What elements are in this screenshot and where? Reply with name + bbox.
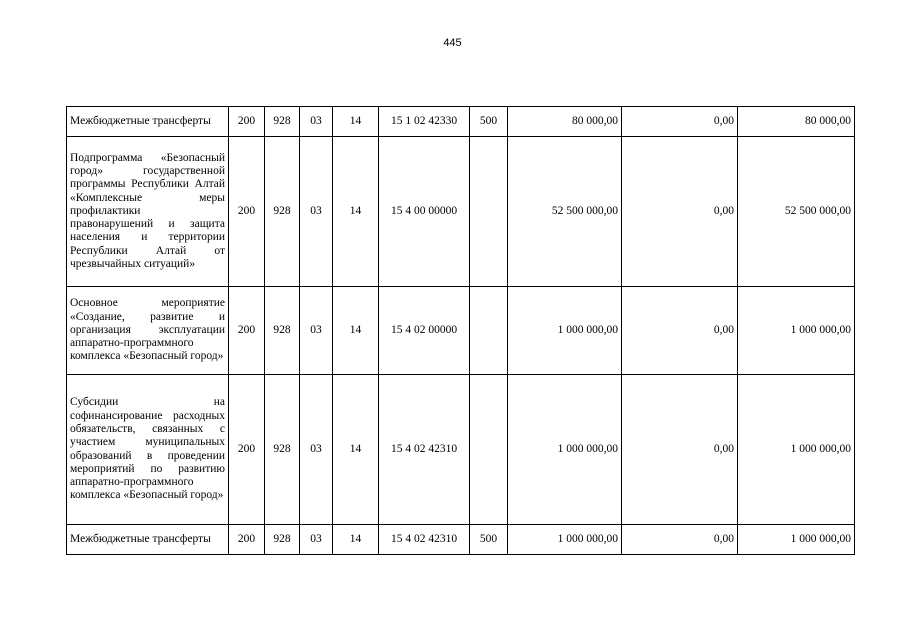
- row-target-article: 15 1 02 42330: [379, 107, 470, 137]
- row-expense-type: 500: [470, 525, 508, 555]
- row-code-1: 200: [229, 107, 265, 137]
- row-amount-2: 0,00: [622, 107, 738, 137]
- row-expense-type: [470, 375, 508, 525]
- row-code-2: 928: [265, 107, 300, 137]
- row-code-1: 200: [229, 137, 265, 287]
- row-code-2: 928: [265, 375, 300, 525]
- row-name: Субсидии на софинансирование расходных обязательств, связанных с участием муниципальных образований в проведении мероприятий по развитию аппаратно-программного комплекса «Безопасный город»: [67, 375, 229, 525]
- table-row: [67, 107, 855, 137]
- row-amount-2: 0,00: [622, 287, 738, 375]
- row-code-2: 928: [265, 525, 300, 555]
- row-code-3: 03: [300, 107, 333, 137]
- table-row: [67, 375, 855, 525]
- row-code-1: 200: [229, 375, 265, 525]
- row-target-article: 15 4 02 00000: [379, 287, 470, 375]
- row-name: Межбюджетные трансферты: [67, 525, 229, 555]
- row-amount-1: 1 000 000,00: [508, 525, 622, 555]
- row-name: Межбюджетные трансферты: [67, 107, 229, 137]
- row-expense-type: [470, 287, 508, 375]
- row-target-article: 15 4 00 00000: [379, 137, 470, 287]
- row-code-4: 14: [333, 525, 379, 555]
- row-amount-3: 1 000 000,00: [738, 287, 855, 375]
- row-amount-3: 80 000,00: [738, 107, 855, 137]
- row-amount-3: 52 500 000,00: [738, 137, 855, 287]
- row-code-1: 200: [229, 525, 265, 555]
- row-code-3: 03: [300, 525, 333, 555]
- row-amount-1: 80 000,00: [508, 107, 622, 137]
- row-code-1: 200: [229, 287, 265, 375]
- row-code-3: 03: [300, 137, 333, 287]
- table-row: [67, 287, 855, 375]
- row-code-4: 14: [333, 107, 379, 137]
- table-row: [67, 525, 855, 555]
- row-name: Основное мероприятие «Создание, развитие и организация эксплуатации аппаратно-программного комплекса «Безопасный город»: [67, 287, 229, 375]
- row-amount-3: 1 000 000,00: [738, 525, 855, 555]
- row-code-3: 03: [300, 375, 333, 525]
- row-code-4: 14: [333, 375, 379, 525]
- table-row: [67, 137, 855, 287]
- row-target-article: 15 4 02 42310: [379, 375, 470, 525]
- row-expense-type: 500: [470, 107, 508, 137]
- row-amount-1: 1 000 000,00: [508, 375, 622, 525]
- row-name: Подпрограмма «Безопасный город» государственной программы Республики Алтай «Комплексные меры профилактики правонарушений и защита населения и территории Республики Алтай от чрезвычайных ситуаций»: [67, 137, 229, 287]
- budget-table: [66, 106, 855, 555]
- row-amount-2: 0,00: [622, 137, 738, 287]
- row-expense-type: [470, 137, 508, 287]
- row-code-4: 14: [333, 287, 379, 375]
- row-amount-1: 1 000 000,00: [508, 287, 622, 375]
- row-amount-1: 52 500 000,00: [508, 137, 622, 287]
- page-number: 445: [443, 37, 462, 49]
- row-amount-2: 0,00: [622, 525, 738, 555]
- row-code-3: 03: [300, 287, 333, 375]
- row-target-article: 15 4 02 42310: [379, 525, 470, 555]
- row-amount-3: 1 000 000,00: [738, 375, 855, 525]
- row-code-2: 928: [265, 287, 300, 375]
- row-code-4: 14: [333, 137, 379, 287]
- row-code-2: 928: [265, 137, 300, 287]
- row-amount-2: 0,00: [622, 375, 738, 525]
